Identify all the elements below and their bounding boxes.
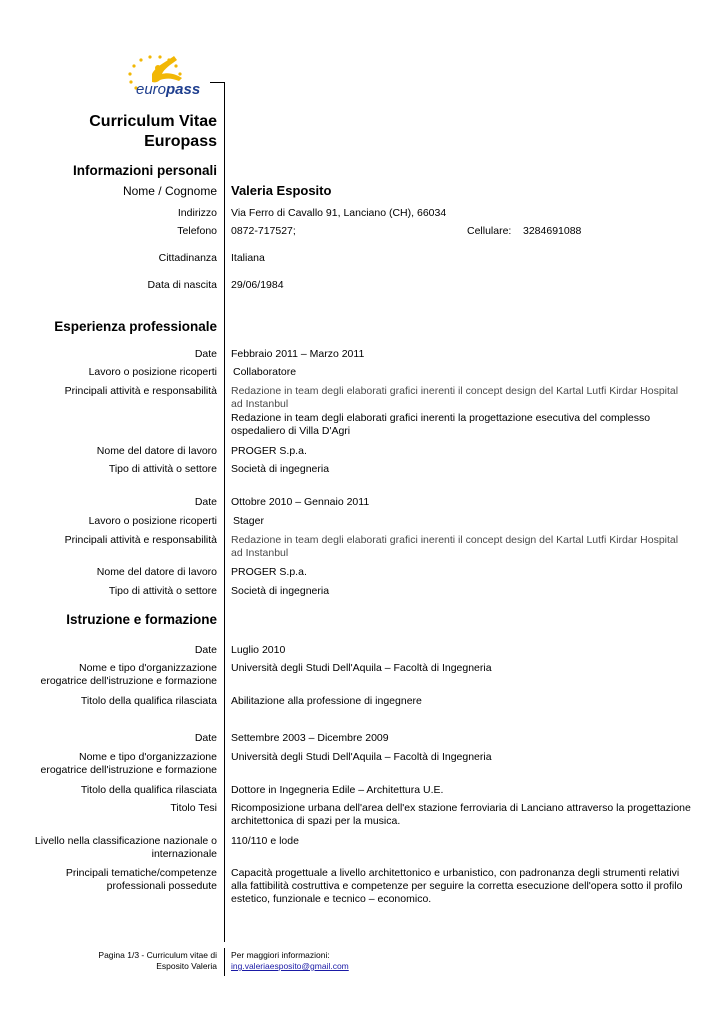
birth-value: 29/06/1984 [231,279,284,291]
edu-org: Università degli Studi Dell'Aquila – Facoltà di Ingegneria [231,751,492,763]
footer-page-line2: Esposito Valeria [156,961,217,971]
job-date-label: Date [194,496,217,508]
birth-label: Data di nascita [147,279,217,291]
address-value: Via Ferro di Cavallo 91, Lanciano (CH), 66034 [231,207,447,219]
section-heading-personal: Informazioni personali [72,163,217,178]
footer-info-label: Per maggiori informazioni: [231,950,330,960]
job-employer-label: Nome del datore di lavoro [96,445,217,457]
phone-label: Telefono [177,225,217,237]
footer-email-link[interactable]: ing.valeriaesposito@gmail.com [231,961,349,971]
edu-org: Università degli Studi Dell'Aquila – Facoltà di Ingegneria [231,662,492,674]
section-heading-education: Istruzione e formazione [66,612,217,627]
edu-date-label: Date [194,644,217,656]
mobile-value: 3284691088 [523,225,582,237]
job-role: Stager [233,515,264,527]
job-activities-label: Principali attività e responsabilità [64,385,217,397]
job-sector: Società di ingegneria [231,585,330,597]
edu-date: Luglio 2010 [231,644,286,656]
edu-qualification: Dottore in Ingegneria Edile – Architettura U.E. [231,784,444,796]
footer-page-info [98,950,217,972]
edu-qualification: Abilitazione alla professione di ingegnere [231,695,422,707]
edu-qualification-label: Titolo della qualifica rilasciata [80,784,217,796]
job-activity: Redazione in team degli elaborati grafici inerenti la progettazione esecutiva del complesso ospedaliero di Villa D'Agri [231,412,651,437]
edu-org-label: erogatrice dell'istruzione e formazione [40,675,217,687]
phone-value: 0872-717527; [231,225,296,237]
edu-level: 110/110 e lode [231,835,299,847]
edu-org-label: Nome e tipo d'organizzazione [78,662,217,674]
europass-logo [122,52,214,100]
footer-page-line1: Pagina 1/3 - Curriculum vitae di [98,950,217,960]
citizenship-value: Italiana [231,252,265,264]
job-date: Febbraio 2011 – Marzo 2011 [231,348,365,360]
job-sector: Società di ingegneria [231,463,330,475]
citizenship-label: Cittadinanza [158,252,217,264]
job-activity: Redazione in team degli elaborati grafici inerenti il concept design del Kartal Lutfi Kirdar Hospital ad Instanbul [231,385,679,410]
edu-date-label: Date [194,732,217,744]
logo-rule [210,82,224,83]
section-heading-experience: Esperienza professionale [54,319,217,334]
job-activity: Redazione in team degli elaborati grafici inerenti il concept design del Kartal Lutfi Kirdar Hospital ad Instanbul [231,534,679,559]
name-value: Valeria Esposito [231,183,332,198]
edu-skills-label: professionali possedute [106,880,217,892]
edu-skills: Capacità progettuale a livello architettonico e urbanistico, con padronanza degli strumenti relativi alla fattibilità costruttiva e competenze per seguire la corretta esecuzione dell'opera sotto il profilo estetico, funzionale e tecnico – economico. [231,867,683,905]
edu-thesis-label: Titolo Tesi [170,802,217,814]
job-employer-label: Nome del datore di lavoro [96,566,217,578]
footer-contact [231,950,349,972]
footer-divider [224,948,225,976]
edu-qualification-label: Titolo della qualifica rilasciata [80,695,217,707]
page-title-line2: Europass [144,133,217,150]
job-role: Collaboratore [233,366,297,378]
job-date: Ottobre 2010 – Gennaio 2011 [231,496,370,508]
edu-level-label: Livello nella classificazione nazionale o [34,835,217,847]
page-title-line1: Curriculum Vitae [89,113,217,130]
job-sector-label: Tipo di attività o settore [108,463,217,475]
address-label: Indirizzo [177,207,217,219]
edu-org-label: Nome e tipo d'organizzazione [78,751,217,763]
job-activities-label: Principali attività e responsabilità [64,534,217,546]
edu-thesis: Ricomposizione urbana dell'area dell'ex stazione ferroviaria di Lanciano attraverso la progettazione architettonica di spazi per la musica. [231,802,691,827]
job-employer: PROGER S.p.a. [231,445,307,457]
svg-text:pass: pass [166,81,201,98]
job-date-label: Date [194,348,217,360]
edu-skills-label: Principali tematiche/competenze [65,867,217,879]
name-label: Nome / Cognome [122,184,217,198]
job-sector-label: Tipo di attività o settore [108,585,217,597]
svg-text:euro: euro [136,81,167,98]
job-role-label: Lavoro o posizione ricoperti [88,515,217,527]
edu-level-label: internazionale [151,848,217,860]
column-divider [224,82,225,942]
mobile-label: Cellulare: [467,225,512,237]
job-role-label: Lavoro o posizione ricoperti [88,366,217,378]
edu-org-label: erogatrice dell'istruzione e formazione [40,764,217,776]
job-employer: PROGER S.p.a. [231,566,307,578]
edu-date: Settembre 2003 – Dicembre 2009 [231,732,389,744]
